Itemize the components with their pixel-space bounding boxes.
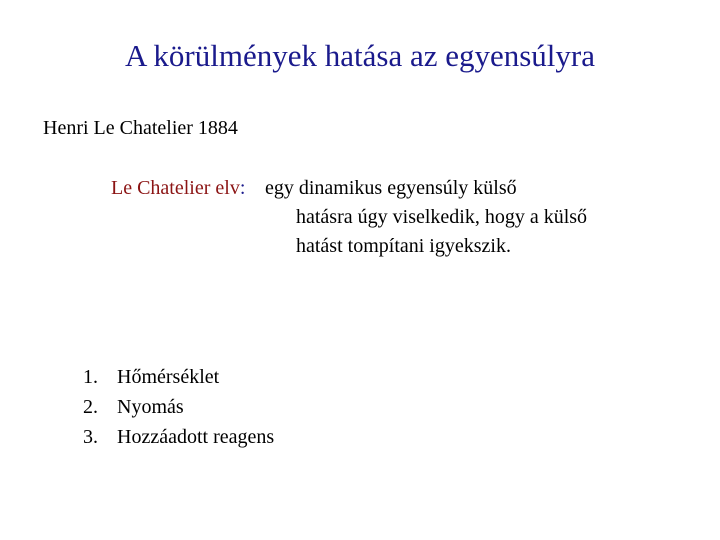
principle-line: egy dinamikus egyensúly külső: [265, 177, 517, 199]
principle-term: Le Chatelier elv: [111, 177, 240, 199]
principle-line: hatást tompítani igyekszik.: [296, 235, 511, 257]
factor-list: [83, 362, 274, 452]
list-item-number: 1.: [83, 366, 98, 388]
list-item-number: 2.: [83, 396, 98, 418]
list-item: [83, 392, 274, 422]
list-item: [83, 362, 274, 392]
slide-title: A körülmények hatása az egyensúlyra: [125, 38, 595, 73]
list-item-label: Hőmérséklet: [117, 366, 220, 388]
subtitle: Henri Le Chatelier 1884: [43, 117, 238, 139]
list-item-number: 3.: [83, 426, 98, 448]
list-item: [83, 422, 274, 452]
list-item-label: Hozzáadott reagens: [117, 426, 275, 448]
principle-label: [111, 174, 245, 203]
principle-text: [265, 174, 646, 261]
list-item-label: Nyomás: [117, 396, 184, 418]
principle-line: hatásra úgy viselkedik, hogy a külső: [296, 206, 588, 228]
principle-colon: :: [239, 177, 246, 199]
